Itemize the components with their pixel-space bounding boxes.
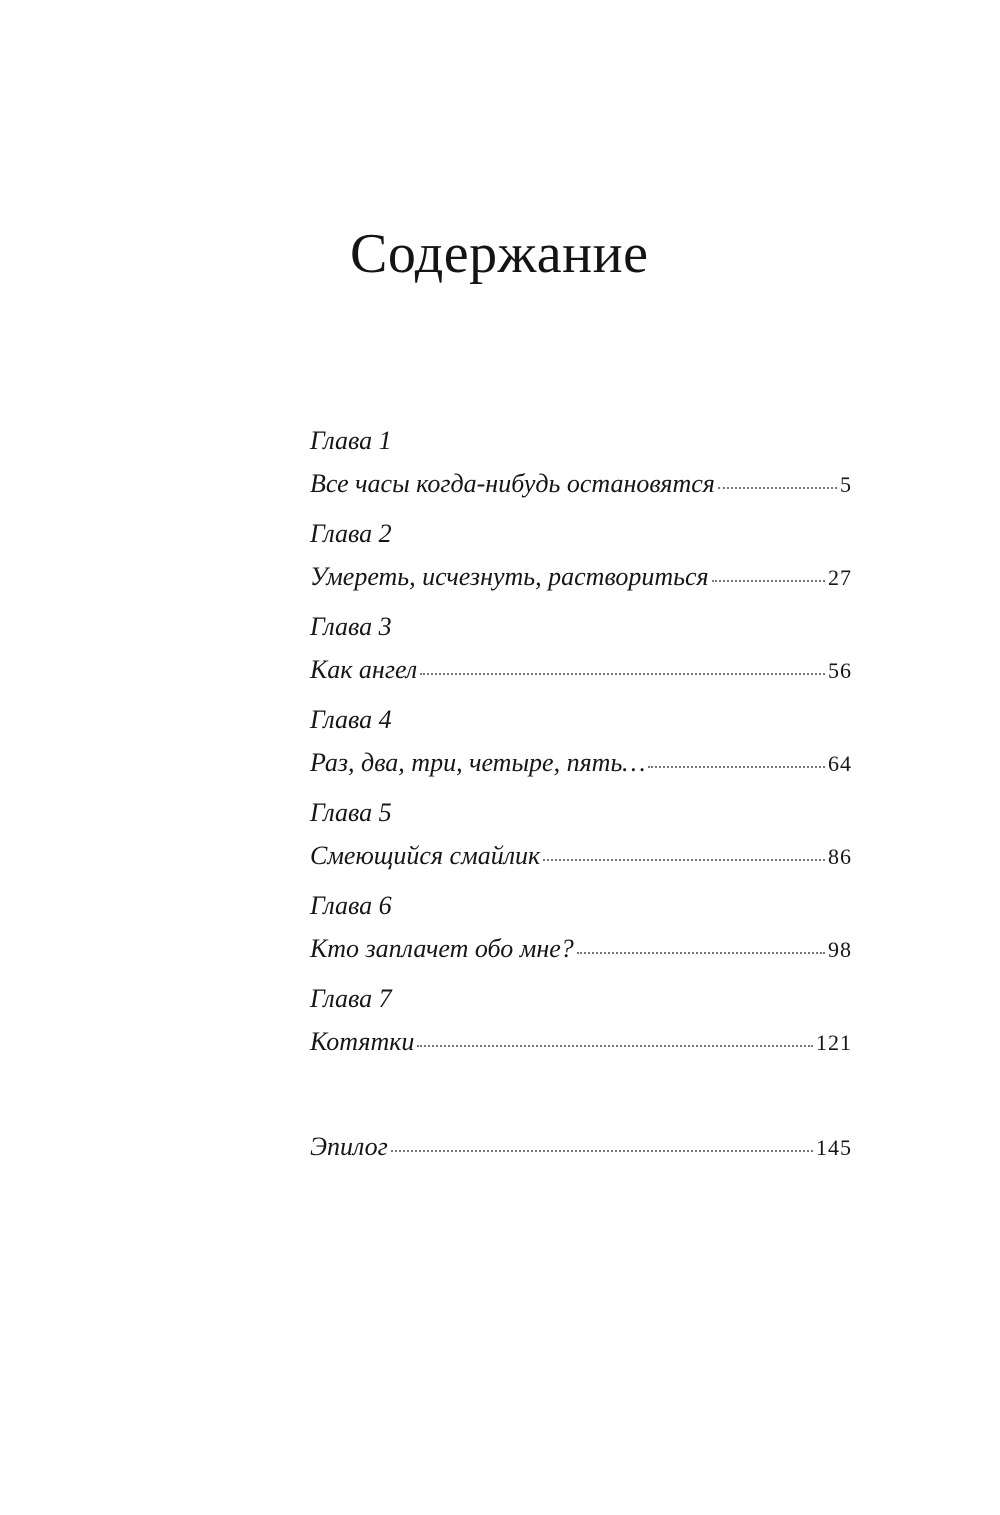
chapter-label: Глава 7 bbox=[310, 984, 392, 1013]
dot-leader bbox=[648, 765, 825, 768]
table-of-contents bbox=[310, 421, 852, 1170]
chapter-label: Глава 6 bbox=[310, 891, 392, 920]
chapter-title: Смеющийся смайлик bbox=[310, 841, 541, 870]
dot-leader bbox=[543, 858, 825, 861]
chapter-label: Глава 5 bbox=[310, 798, 392, 827]
toc-epilogue[interactable] bbox=[310, 1124, 852, 1170]
toc-chapter-3 bbox=[310, 607, 852, 700]
toc-chapter-2 bbox=[310, 514, 852, 607]
chapter-label: Глава 3 bbox=[310, 612, 392, 641]
chapter-label: Глава 4 bbox=[310, 705, 392, 734]
toc-entry[interactable] bbox=[310, 461, 852, 507]
dot-leader bbox=[718, 486, 837, 489]
page-number: 27 bbox=[828, 565, 852, 590]
chapter-title: Как ангел bbox=[310, 655, 418, 684]
dot-leader bbox=[391, 1149, 813, 1152]
epilogue-title: Эпилог bbox=[310, 1132, 388, 1161]
toc-chapter-4 bbox=[310, 700, 852, 793]
toc-entry[interactable] bbox=[310, 554, 852, 600]
page-number: 145 bbox=[816, 1135, 852, 1160]
toc-entry[interactable] bbox=[310, 740, 852, 786]
dot-leader bbox=[420, 672, 825, 675]
chapter-title: Все часы когда-нибудь остановятся bbox=[310, 469, 715, 498]
page-title: Содержание bbox=[350, 223, 649, 285]
page-number: 86 bbox=[828, 844, 852, 869]
toc-entry[interactable] bbox=[310, 1019, 852, 1065]
page-number: 121 bbox=[816, 1030, 852, 1055]
page-number: 56 bbox=[828, 658, 852, 683]
toc-chapter-7 bbox=[310, 979, 852, 1072]
chapter-label: Глава 1 bbox=[310, 426, 392, 455]
chapter-title: Раз, два, три, четыре, пять… bbox=[310, 748, 646, 777]
toc-chapter-6 bbox=[310, 886, 852, 979]
page-number: 5 bbox=[840, 472, 852, 497]
chapter-title: Умереть, исчезнуть, раствориться bbox=[310, 562, 709, 591]
dot-leader bbox=[712, 579, 825, 582]
toc-chapter-1 bbox=[310, 421, 852, 514]
toc-entry[interactable] bbox=[310, 926, 852, 972]
page-number: 98 bbox=[828, 937, 852, 962]
chapter-label: Глава 2 bbox=[310, 519, 392, 548]
toc-chapter-5 bbox=[310, 793, 852, 886]
page-number: 64 bbox=[828, 751, 852, 776]
dot-leader bbox=[417, 1044, 813, 1047]
dot-leader bbox=[577, 951, 825, 954]
toc-entry[interactable] bbox=[310, 647, 852, 693]
toc-entry[interactable] bbox=[310, 833, 852, 879]
chapter-title: Кто заплачет обо мне? bbox=[310, 934, 574, 963]
chapter-title: Котятки bbox=[310, 1027, 415, 1056]
